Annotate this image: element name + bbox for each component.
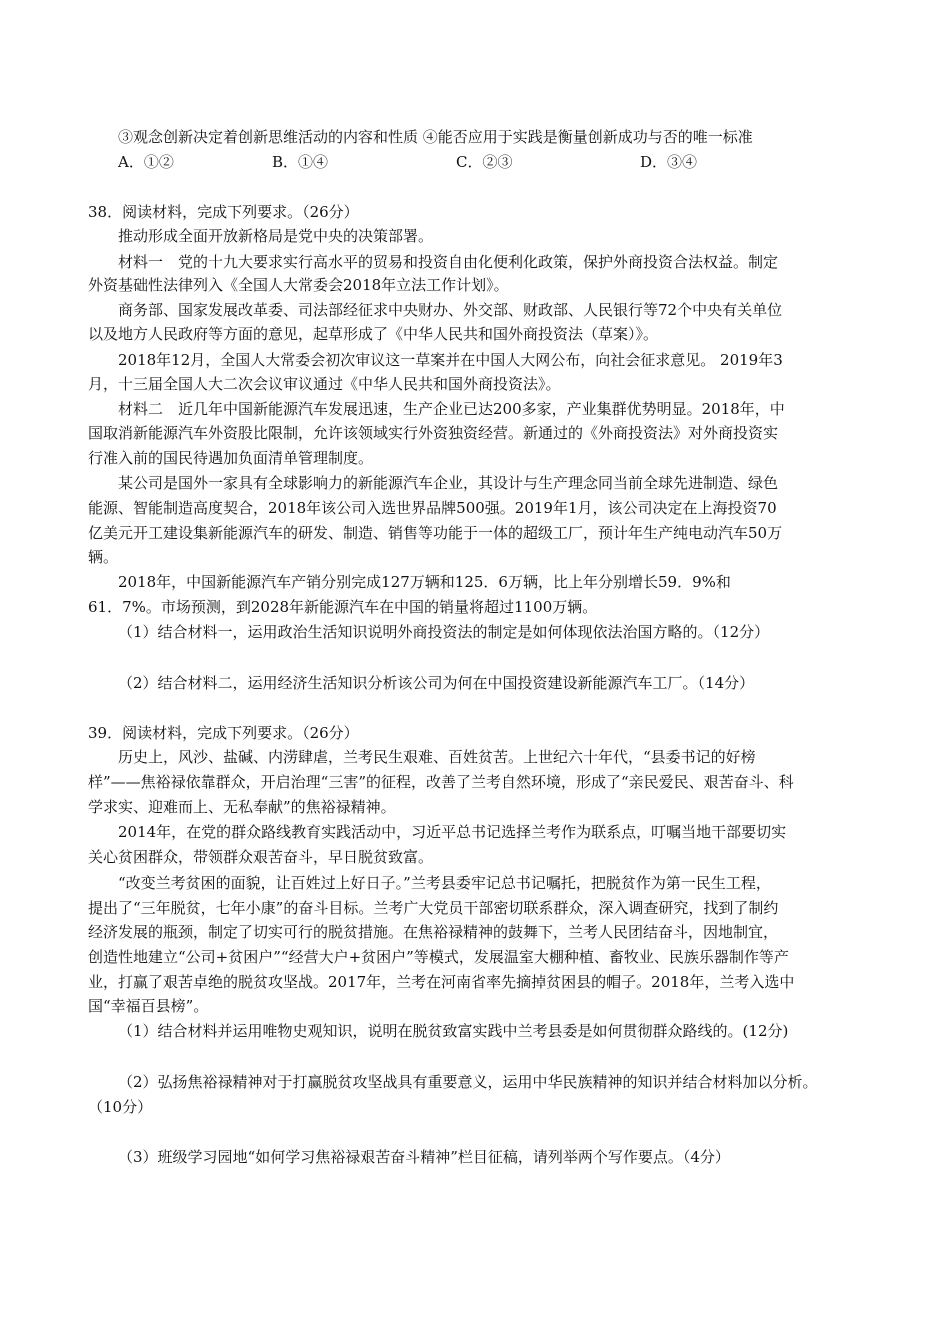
q38-line: 材料一 党的十九大要求实行高水平的贸易和投资自由化便利化政策，保护外商投资合法权益。制定 <box>118 253 779 271</box>
q37-stem-line: ③观念创新决定着创新思维活动的内容和性质 ④能否应用于实践是衡量创新成功与否的唯一标准 <box>118 128 753 146</box>
q37-option-a: A．①② <box>118 153 174 171</box>
q38-line: 行准入前的国民待遇加负面清单管理制度。 <box>88 449 374 467</box>
q38-line: 61．7%。市场预测，到2028年新能源汽车在中国的销量将超过1100万辆。 <box>88 598 598 616</box>
q38-line: 商务部、国家发展改革委、司法部经征求中央财办、外交部、财政部、人民银行等72个中央有关单位 <box>118 301 783 319</box>
q39-line: “改变兰考贫困的面貌，让百姓过上好日子。”兰考县委牢记总书记嘱托，把脱贫作为第一民生工程， <box>118 874 771 892</box>
q39-line: 关心贫困群众，带领群众艰苦奋斗，早日脱贫致富。 <box>88 848 434 866</box>
q39-subquestion-3: （3）班级学习园地“如何学习焦裕禄艰苦奋斗精神”栏目征稿，请列举两个写作要点。（4分） <box>118 1148 730 1166</box>
q37-option-c: C．②③ <box>456 153 513 171</box>
q39-line: 国“幸福百县榜”。 <box>88 997 209 1015</box>
q38-line: 辆。 <box>88 548 119 566</box>
q39-line: 提出了“三年脱贫，七年小康”的奋斗目标。兰考广大党员干部密切联系群众，深入调查研究，找到了制约 <box>88 899 779 917</box>
q39-subquestion-1: （1）结合材料并运用唯物史观知识，说明在脱贫致富实践中兰考县委是如何贯彻群众路线的。(12分) <box>118 1022 789 1040</box>
q38-line: 月，十三届全国人大二次会议审议通过《中华人民共和国外商投资法》。 <box>88 375 561 393</box>
q39-subquestion-2-points: （10分） <box>88 1098 153 1116</box>
q39-title: 39．阅读材料，完成下列要求。（26分） <box>88 724 359 742</box>
q38-title: 38．阅读材料，完成下列要求。（26分） <box>88 203 359 221</box>
q38-line: 亿美元开工建设集新能源汽车的研发、制造、销售等功能于一体的超级工厂，预计年生产纯电动汽车50万 <box>88 524 783 542</box>
q39-subquestion-2: （2）弘扬焦裕禄精神对于打赢脱贫攻坚战具有重要意义，运用中华民族精神的知识并结合材料加以分析。 <box>118 1073 818 1091</box>
q38-line: 推动形成全面开放新格局是党中央的决策部署。 <box>118 227 434 245</box>
q38-line: 材料二 近几年中国新能源汽车发展迅速，生产企业已达200多家，产业集群优势明显。2018年，中 <box>118 400 785 418</box>
q38-line: 2018年12月，全国人大常委会初次审议这一草案并在中国人大网公布，向社会征求意见。 2019年3 <box>118 351 783 369</box>
q39-line: 学求实、迎难而上、无私奉献”的焦裕禄精神。 <box>88 798 396 816</box>
q38-line: 国取消新能源汽车外资股比限制，允许该领域实行外资独资经营。新通过的《外商投资法》对外商投资实 <box>88 424 779 442</box>
q38-subquestion-1: （1）结合材料一，运用政治生活知识说明外商投资法的制定是如何体现依法治国方略的。（12分） <box>118 623 770 641</box>
q39-line: 业，打赢了艰苦卓绝的脱贫攻坚战。2017年，兰考在河南省率先摘掉贫困县的帽子。2018年，兰考入选中 <box>88 973 795 991</box>
q39-line: 历史上，风沙、盐碱、内涝肆虐，兰考民生艰难、百姓贫苦。上世纪六十年代，“县委书记的好榜 <box>118 748 756 766</box>
q39-line: 经济发展的瓶颈，制定了切实可行的脱贫措施。在焦裕禄精神的鼓舞下，兰考人民团结奋斗，因地制宜， <box>88 923 779 941</box>
q38-line: 某公司是国外一家具有全球影响力的新能源汽车企业，其设计与生产理念同当前全球先进制造、绿色 <box>118 474 779 492</box>
q39-line: 样”——焦裕禄依靠群众，开启治理“三害”的征程，改善了兰考自然环境，形成了“亲民爱民、艰苦奋斗、科 <box>88 773 794 791</box>
q37-option-b: B．①④ <box>272 153 329 171</box>
q38-line: 2018年，中国新能源汽车产销分别完成127万辆和125．6万辆，比上年分别增长59．9%和 <box>118 573 731 591</box>
q39-line: 创造性地建立“公司+贫困户”“经营大户+贫困户”等模式，发展温室大棚种植、畜牧业、民族乐器制作等产 <box>88 948 789 966</box>
q37-option-d: D．③④ <box>640 153 698 171</box>
q38-line: 以及地方人民政府等方面的意见，起草形成了《中华人民共和国外商投资法（草案）》。 <box>88 325 659 343</box>
q38-line: 能源、智能制造高度契合，2018年该公司入选世界品牌500强。2019年1月，该公司决定在上海投资70 <box>88 499 777 517</box>
q39-line: 2014年，在党的群众路线教育实践活动中，习近平总书记选择兰考作为联系点，叮嘱当地干部要切实 <box>118 823 787 841</box>
q38-subquestion-2: （2）结合材料二，运用经济生活知识分析该公司为何在中国投资建设新能源汽车工厂。（14分） <box>118 674 755 692</box>
q38-line: 外资基础性法律列入《全国人大常委会2018年立法工作计划》。 <box>88 276 509 294</box>
